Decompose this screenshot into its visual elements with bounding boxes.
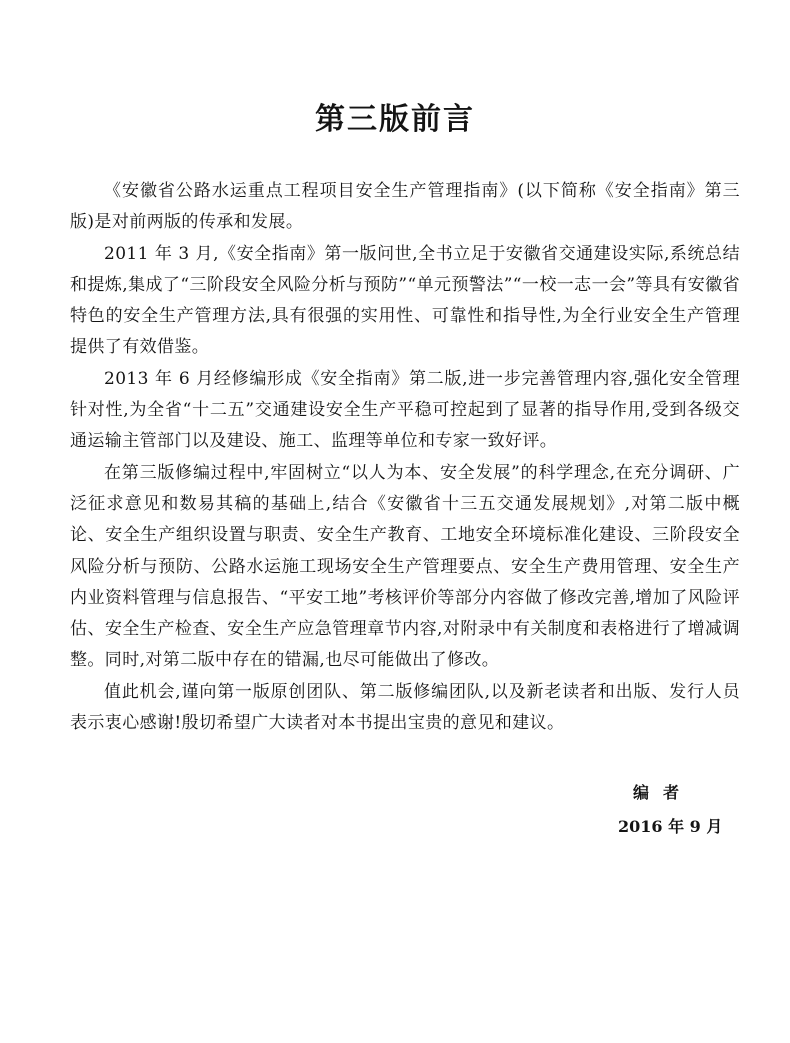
paragraph-5: 值此机会,谨向第一版原创团队、第二版修编团队,以及新老读者和出版、发行人员表示衷心感谢!殷切希望广大读者对本书提出宝贵的意见和建议。 — [70, 681, 740, 734]
paragraph-3: 2013 年 6 月经修编形成《安全指南》第二版,进一步完善管理内容,强化安全管理针对性,为全省“十二五”交通建设安全生产平稳可控起到了显著的指导作用,受到各级交通运输主管部门以及建设、施工、监理等单位和专家一致好评。 — [70, 368, 740, 452]
paragraph-4: 在第三版修编过程中,牢固树立“以人为本、安全发展”的科学理念,在充分调研、广泛征求意见和数易其稿的基础上,结合《安徽省十三五交通发展规划》,对第二版中概论、安全生产组织设置与职责、安全生产教育、工地安全环境标准化建设、三阶段安全风险分析与预防、公路水运施工现场安全生产管理要点、安全生产费用管理、安全生产内业资料管理与信息报告、“平安工地”考核评价等部分内容做了修改完善,增加了风险评估、安全生产检查、安全生产应急管理章节内容,对附录中有关制度和表格进行了增减调整。同时,对第二版中存在的错漏,也尽可能做出了修改。 — [70, 462, 740, 671]
preface-body — [70, 176, 740, 739]
signature-date: 2016 年 9 月 — [618, 817, 723, 836]
page-title: 第三版前言 — [315, 102, 475, 138]
signature-author: 编者 — [633, 783, 694, 802]
paragraph-1: 《安徽省公路水运重点工程项目安全生产管理指南》(以下简称《安全指南》第三版)是对前两版的传承和发展。 — [70, 181, 740, 233]
paragraph-2: 2011 年 3 月,《安全指南》第一版问世,全书立足于安徽省交通建设实际,系统总结和提炼,集成了“三阶段安全风险分析与预防”“单元预警法”“一校一志一会”等具有安徽省特色的安全生产管理方法,具有很强的实用性、可靠性和指导性,为全行业安全生产管理提供了有效借鉴。 — [70, 243, 740, 358]
